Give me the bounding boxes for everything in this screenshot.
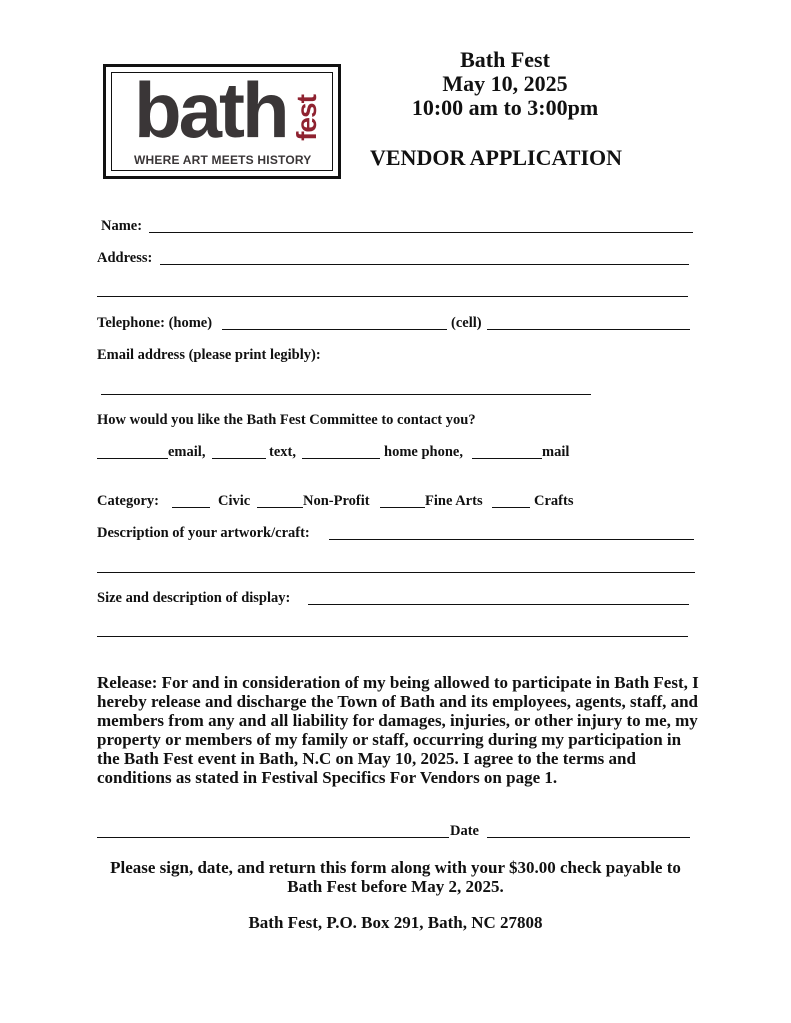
category-nonprofit-blank[interactable] <box>257 507 303 508</box>
description-field-line-2[interactable] <box>97 572 695 573</box>
contact-email-label: email, <box>168 444 206 460</box>
display-field-line-1[interactable] <box>308 604 689 605</box>
contact-mail-blank[interactable] <box>472 458 542 459</box>
contact-text-label: text, <box>269 444 296 460</box>
email-label: Email address (please print legibly): <box>97 347 321 363</box>
description-label: Description of your artwork/craft: <box>97 525 310 541</box>
category-crafts-blank[interactable] <box>492 507 530 508</box>
telephone-home-field[interactable] <box>222 329 447 330</box>
telephone-cell-field[interactable] <box>487 329 690 330</box>
date-label: Date <box>450 823 479 839</box>
display-field-line-2[interactable] <box>97 636 688 637</box>
address-label: Address: <box>97 250 153 266</box>
display-label: Size and description of display: <box>97 590 291 606</box>
telephone-cell-label: (cell) <box>451 315 482 331</box>
category-label: Category: <box>97 493 160 509</box>
contact-text-blank[interactable] <box>212 458 266 459</box>
category-fine-arts-label: Fine Arts <box>425 493 483 509</box>
logo-wordmark: bath <box>134 66 287 154</box>
event-time: 10:00 am to 3:00pm <box>411 95 599 120</box>
name-label: Name: <box>101 218 143 234</box>
contact-question: How would you like the Bath Fest Committee to contact you? <box>97 412 476 428</box>
category-civic-label: Civic <box>218 493 251 509</box>
logo-inner-frame <box>111 66 333 171</box>
event-name: Bath Fest <box>460 47 550 72</box>
name-field[interactable] <box>149 232 693 233</box>
date-field[interactable] <box>487 837 690 838</box>
telephone-home-label: Telephone: (home) <box>97 315 213 331</box>
contact-email-blank[interactable] <box>97 458 168 459</box>
event-date: May 10, 2025 <box>442 71 568 96</box>
contact-home-phone-blank[interactable] <box>302 458 380 459</box>
contact-mail-label: mail <box>542 444 570 460</box>
email-field[interactable] <box>101 394 591 395</box>
category-fine-arts-blank[interactable] <box>380 507 425 508</box>
category-civic-blank[interactable] <box>172 507 210 508</box>
address-field-line-1[interactable] <box>160 264 689 265</box>
contact-home-phone-label: home phone, <box>384 444 463 460</box>
bath-fest-logo <box>103 64 341 179</box>
logo-tagline: WHERE ART MEETS HISTORY <box>134 153 312 167</box>
logo-fest <box>291 85 322 151</box>
mailing-address: Bath Fest, P.O. Box 291, Bath, NC 27808 <box>248 913 543 932</box>
address-field-line-2[interactable] <box>97 296 688 297</box>
description-field-line-1[interactable] <box>329 539 694 540</box>
return-instructions: Please sign, date, and return this form along with your $30.00 check payable to Bath Fest before May 2, 2025. <box>110 858 681 896</box>
form-title: VENDOR APPLICATION <box>370 145 623 170</box>
category-nonprofit-label: Non-Profit <box>303 493 370 509</box>
logo-fest-text: fest <box>291 95 322 141</box>
category-crafts-label: Crafts <box>534 493 574 509</box>
signature-field[interactable] <box>97 837 449 838</box>
release-paragraph: Release: For and in consideration of my being allowed to participate in Bath Fest, I hereby release and discharge the Town of Bath and its employees, agents, staff, and members from any and all liability for damages, injuries, or other injury to me, my property or members of my family or staff, occurring during my participation in the Bath Fest event in Bath, N.C on May 10, 2025. I agree to the terms and conditions as stated in Festival Specifics For Vendors on page 1. <box>97 673 699 787</box>
